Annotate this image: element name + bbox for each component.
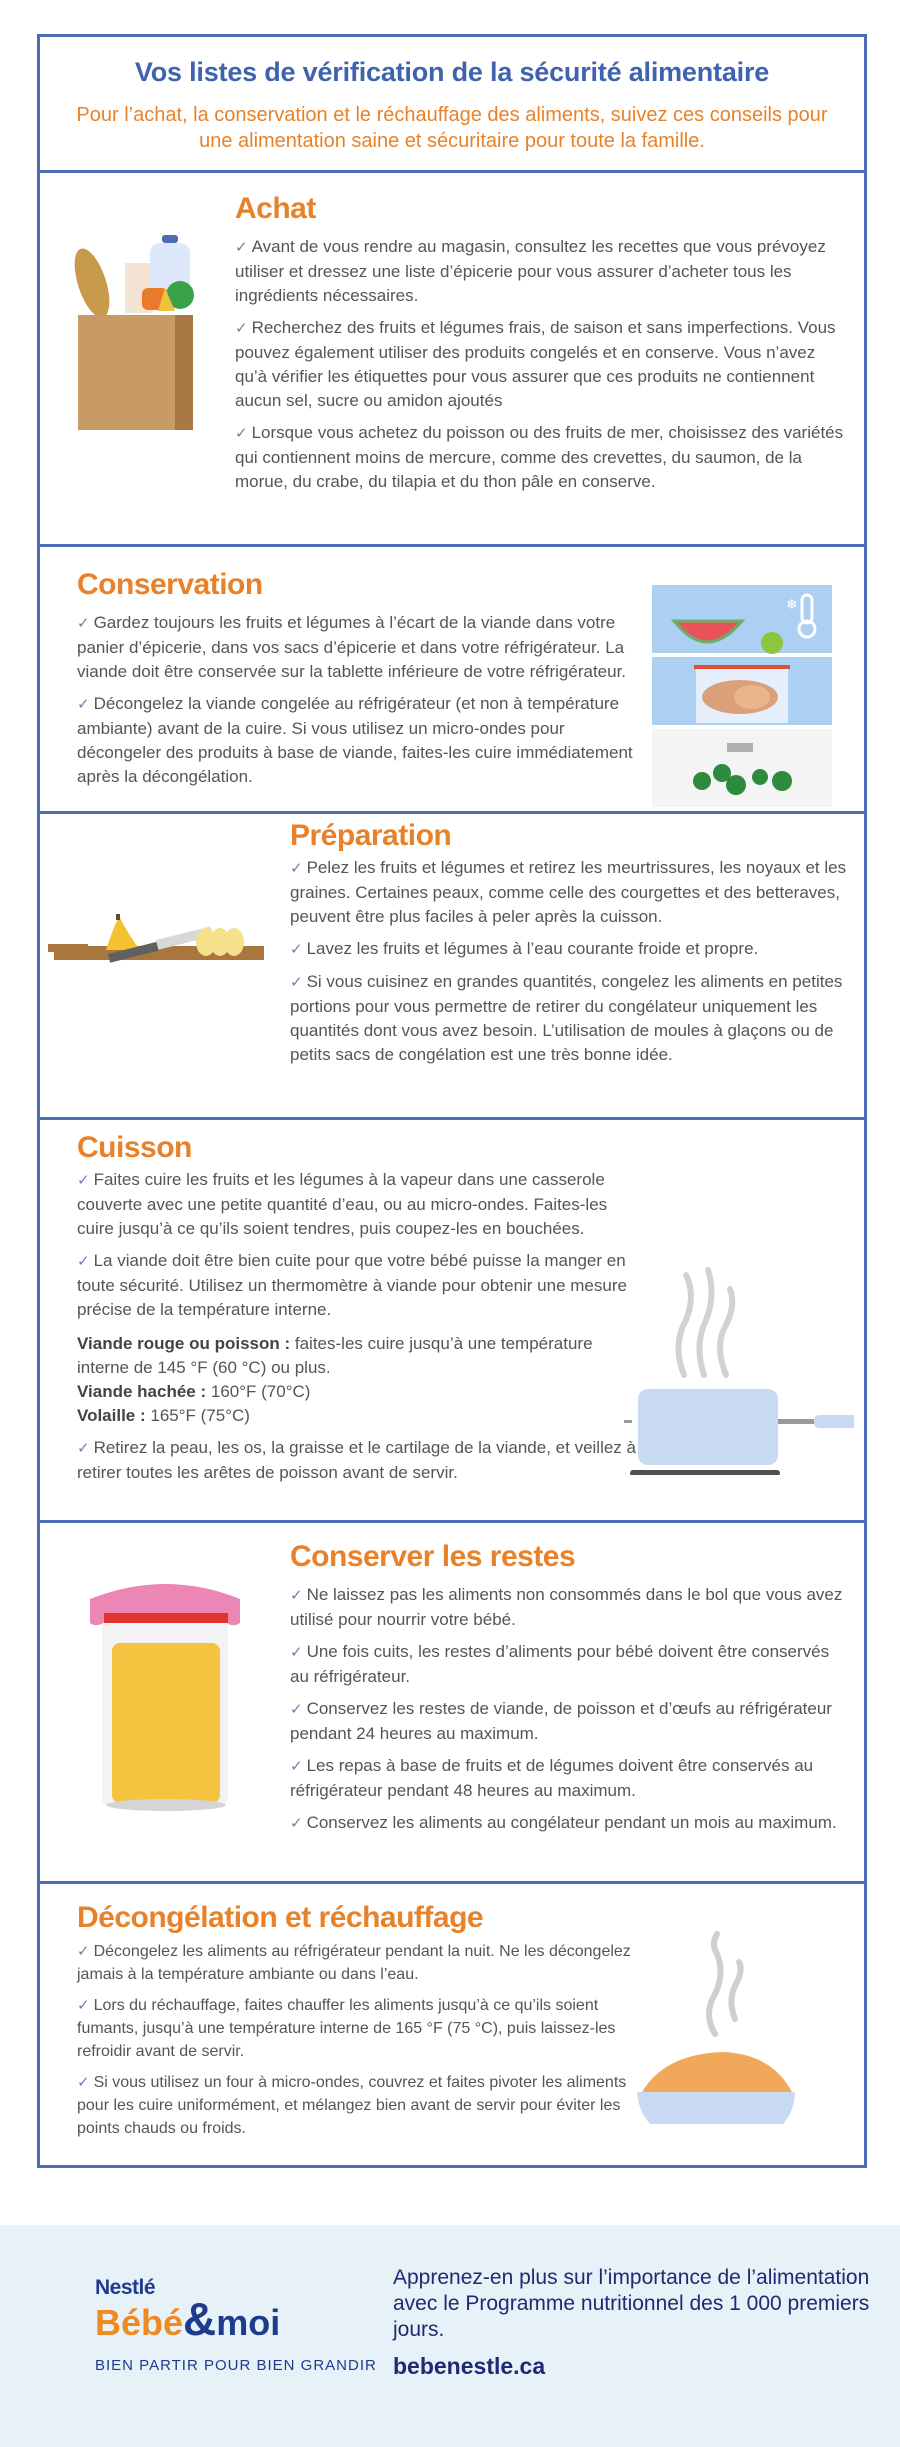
- check-icon: ✓: [290, 1815, 303, 1832]
- check-icon: ✓: [77, 1440, 90, 1457]
- section-conservation: [40, 547, 864, 814]
- footer-text: Apprenez-en plus sur l’importance de l’alimentation avec le Programme nutritionnel des 1 000 premiers jours.: [393, 2266, 870, 2341]
- check-icon: ✓: [77, 1943, 90, 1960]
- checklist-item: ✓ Retirez la peau, les os, la graisse et le cartilage de la viande, et veillez à retirer toutes les arêtes de poisson avant de servir.: [77, 1438, 636, 1482]
- check-icon: ✓: [235, 425, 248, 442]
- section-title: Préparation: [290, 819, 452, 852]
- checklist-item: ✓ Conservez les aliments au congélateur pendant un mois au maximum.: [290, 1813, 837, 1832]
- section-title: Conserver les restes: [290, 1540, 576, 1573]
- check-icon: ✓: [235, 320, 248, 337]
- section-cuisson: [40, 1120, 864, 1523]
- section-restes: [40, 1523, 864, 1884]
- page-header: [40, 37, 864, 173]
- cuisson-content: [77, 1130, 637, 1485]
- check-icon: ✓: [290, 1701, 303, 1718]
- temperature-ground-meat: Viande hachée : 160°F (70°C): [77, 1382, 311, 1401]
- food-container-icon: [80, 1573, 250, 1818]
- check-icon: ✓: [290, 1587, 303, 1604]
- check-icon: ✓: [77, 2074, 90, 2091]
- checklist-item: ✓ Décongelez la viande congelée au réfrigérateur (et non à température ambiante) avant de la cuire. Si vous utilisez un micro-ondes pour décongeler des produits à base de viande, faites-les cuire immédiatement après la décongélation.: [77, 694, 633, 786]
- checklist-item: ✓ Une fois cuits, les restes d’aliments pour bébé doivent être conservés au réfrigérateur.: [290, 1642, 830, 1686]
- check-icon: ✓: [290, 941, 303, 958]
- checklist-item: ✓ Conservez les restes de viande, de poisson et d’œufs au réfrigérateur pendant 24 heures au maximum.: [290, 1699, 832, 1743]
- temperature-list: [77, 1332, 637, 1428]
- check-icon: ✓: [77, 1253, 90, 1270]
- checklist-item: ✓ Les repas à base de fruits et de légumes doivent être conservés au réfrigérateur pendant 48 heures au maximum.: [290, 1756, 814, 1800]
- check-icon: ✓: [290, 1644, 303, 1661]
- section-preparation: [40, 814, 864, 1120]
- preparation-content: [290, 818, 850, 1067]
- checklist-frame: [37, 34, 867, 2168]
- checklist-item: ✓ Gardez toujours les fruits et légumes à l’écart de la viande dans votre panier d’épicerie, dans vos sacs d’épicerie et dans votre réfrigérateur. La viande doit être conservée sur la tablette inférieure de votre réfrigérateur.: [77, 613, 627, 681]
- checklist-item: ✓ La viande doit être bien cuite pour que votre bébé puisse la manger en toute sécurité. Utilisez un thermomètre à viande pour obtenir une mesure précise de la température interne.: [77, 1251, 627, 1319]
- section-achat: [40, 173, 864, 547]
- logo-nestle: Nestlé: [95, 2276, 156, 2299]
- steaming-bowl-icon: [623, 1924, 803, 2129]
- checklist-item: ✓ Si vous cuisinez en grandes quantités, congelez les aliments en petites portions pour vous permettre de retirer du congélateur uniquement les quantités dont vous avez besoin. L’utilisation de moules à glaçons ou de petits sacs de congélation est une très bonne idée.: [290, 972, 843, 1064]
- nestle-bebe-moi-logo[interactable]: [95, 2277, 377, 2374]
- logo-wordmark: Bébé&moi: [95, 2293, 281, 2345]
- checklist-item: ✓ Décongelez les aliments au réfrigérateur pendant la nuit. Ne les décongelez jamais à la température ambiante ou dans l’eau.: [77, 1943, 631, 1983]
- logo-tagline: BIEN PARTIR POUR BIEN GRANDIR: [95, 2357, 377, 2374]
- check-icon: ✓: [77, 1172, 90, 1189]
- check-icon: ✓: [290, 974, 303, 991]
- check-icon: ✓: [290, 860, 303, 877]
- checklist-item: ✓ Pelez les fruits et légumes et retirez les meurtrissures, les noyaux et les graines. Certaines peaux, comme celle des courgettes et des betteraves, peuvent être plus faciles à peler après la cuisson.: [290, 858, 847, 926]
- section-title: Cuisson: [77, 1131, 192, 1164]
- temperature-red-meat: Viande rouge ou poisson : faites-les cuire jusqu’à une température interne de 145 °F (60 °C) ou plus.: [77, 1334, 593, 1377]
- checklist-item: ✓ Faites cuire les fruits et les légumes à la vapeur dans une casserole couverte avec une petite quantité d’eau, ou au micro-ondes. Faites-les cuire jusqu’à ce qu’ils soient tendres, puis coupez-les en bouchées.: [77, 1170, 608, 1238]
- refrigerator-shelves-icon: [652, 585, 832, 812]
- checklist-item: ✓ Recherchez des fruits et légumes frais, de saison et sans imperfections. Vous pouvez également utiliser des produits congelés et en conserve. Vous n’avez qu’à vérifier les étiquettes pour vous assurer que ces produits ne contiennent aucun sel, sucre ou amidon ajoutés: [235, 318, 836, 410]
- checklist-item: ✓ Si vous utilisez un four à micro-ondes, couvrez et faites pivoter les aliments pour les cuire uniformément, et mélangez bien avant de servir pour éviter les points chauds ou froids.: [77, 2074, 627, 2137]
- checklist-item: ✓ Avant de vous rendre au magasin, consultez les recettes que vous prévoyez utiliser et dressez une liste d’épicerie pour vous assurer d’acheter tous les ingrédients nécessaires.: [235, 237, 826, 305]
- check-icon: ✓: [235, 239, 248, 256]
- page-title: Vos listes de vérification de la sécurité alimentaire: [134, 57, 770, 87]
- temperature-poultry: Volaille : 165°F (75°C): [77, 1406, 250, 1425]
- section-title: Conservation: [77, 568, 263, 601]
- section-title: Achat: [235, 192, 316, 225]
- conservation-content: [77, 567, 637, 789]
- cutting-board-banana-icon: [48, 914, 268, 979]
- check-icon: ✓: [77, 615, 90, 632]
- section-rechauffage: [40, 1884, 864, 2165]
- section-title: Décongélation et réchauffage: [77, 1901, 484, 1934]
- page-subtitle: Pour l’achat, la conservation et le réchauffage des aliments, suivez ces conseils pour une alimentation saine et sécuritaire pour toute la famille.: [76, 104, 828, 152]
- svg-text:❄: ❄: [786, 597, 798, 613]
- check-icon: ✓: [290, 1758, 303, 1775]
- rechauffage-content: [77, 1900, 637, 2140]
- footer-info: [393, 2265, 873, 2380]
- website-link[interactable]: bebenestle.ca: [393, 2353, 546, 2379]
- check-icon: ✓: [77, 1997, 90, 2014]
- checklist-item: ✓ Lors du réchauffage, faites chauffer les aliments jusqu’à ce qu’ils soient fumants, jusqu’à une température interne de 165 °F (75 °C), puis laissez-les refroidir avant de servir.: [77, 1997, 616, 2060]
- checklist-item: ✓ Ne laissez pas les aliments non consommés dans le bol que vous avez utilisé pour nourrir votre bébé.: [290, 1585, 843, 1629]
- grocery-bag-icon: [70, 233, 200, 438]
- restes-content: [290, 1539, 850, 1836]
- achat-content: [235, 191, 845, 494]
- footer: [0, 2225, 900, 2447]
- check-icon: ✓: [77, 696, 90, 713]
- steaming-pot-icon: [614, 1265, 854, 1480]
- checklist-item: ✓ Lavez les fruits et légumes à l’eau courante froide et propre.: [290, 939, 759, 958]
- checklist-item: ✓ Lorsque vous achetez du poisson ou des fruits de mer, choisissez des variétés qui contiennent moins de mercure, comme des crevettes, du saumon, de la morue, du crabe, du tilapia et du thon pâle en conserve.: [235, 423, 844, 491]
